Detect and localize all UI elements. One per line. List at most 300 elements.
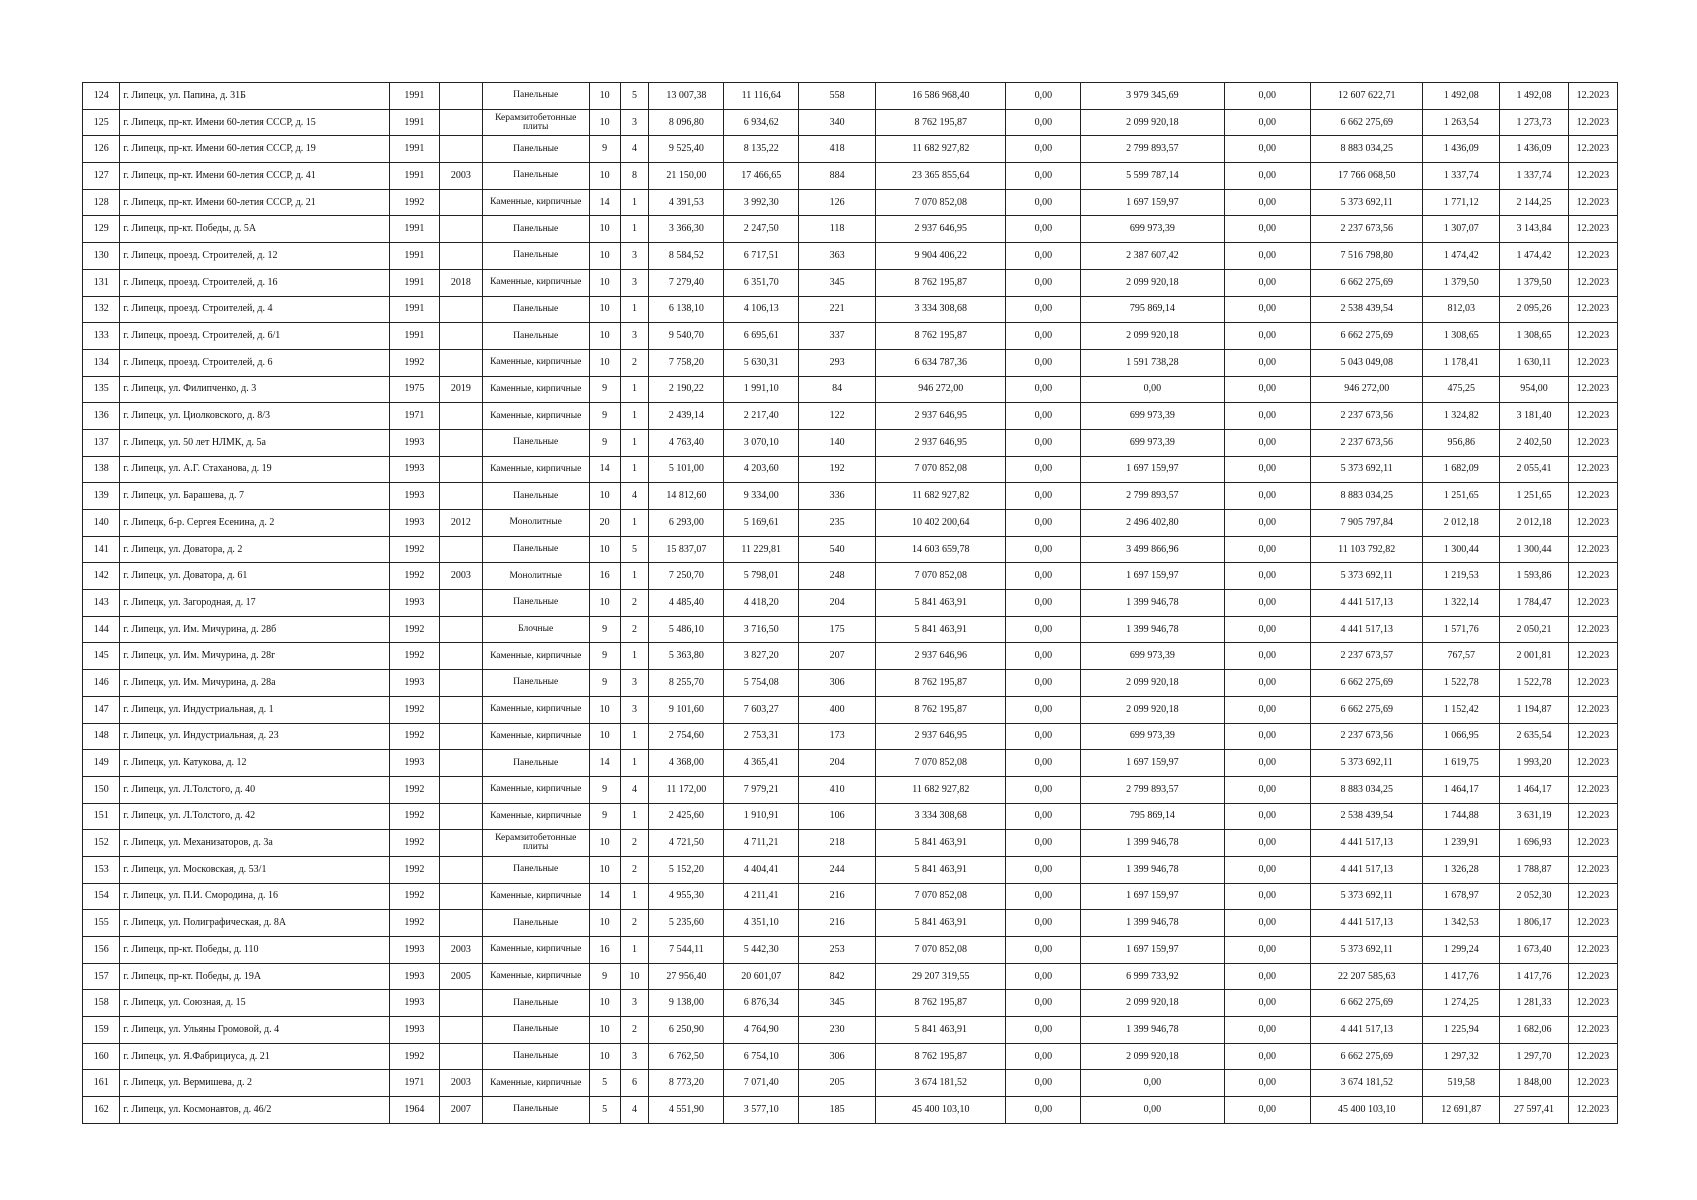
- table-row: [83, 963, 1618, 990]
- wall-material-cell: Каменные, кирпичные: [482, 803, 589, 830]
- deadline-cell: 12.2023: [1568, 723, 1617, 750]
- cost-col-d-cell: 7 516 798,80: [1311, 243, 1423, 270]
- cost-col-b-cell: 699 973,39: [1081, 429, 1224, 456]
- build-year-cell: 1975: [389, 376, 439, 403]
- deadline-cell: 12.2023: [1568, 990, 1617, 1017]
- total-area-cell: 9 138,00: [649, 990, 724, 1017]
- build-year-cell: 1991: [389, 136, 439, 163]
- floors-cell: 10: [589, 1043, 620, 1070]
- cost-col-b-cell: 2 099 920,18: [1081, 990, 1224, 1017]
- renovation-year-cell: [440, 109, 483, 136]
- total-cost-cell: 29 207 319,55: [876, 963, 1006, 990]
- floors-cell: 9: [589, 643, 620, 670]
- cost-col-b-cell: 1 399 946,78: [1081, 910, 1224, 937]
- build-year-cell: 1992: [389, 349, 439, 376]
- living-area-cell: 7 071,40: [724, 1070, 799, 1097]
- entrances-cell: 3: [620, 269, 649, 296]
- row-number-cell: 128: [83, 189, 120, 216]
- wall-material-cell: Панельные: [482, 590, 589, 617]
- cost-per-m2-cell: 12 691,87: [1423, 1097, 1500, 1124]
- row-number-cell: 131: [83, 269, 120, 296]
- cost-col-a-cell: 0,00: [1006, 563, 1081, 590]
- renovation-year-cell: [440, 243, 483, 270]
- cost-per-m2-cell: 1 066,95: [1423, 723, 1500, 750]
- renovation-year-cell: 2003: [440, 1070, 483, 1097]
- cost-col-d-cell: 8 883 034,25: [1311, 483, 1423, 510]
- entrances-cell: 1: [620, 456, 649, 483]
- build-year-cell: 1992: [389, 776, 439, 803]
- living-area-cell: 4 203,60: [724, 456, 799, 483]
- renovation-year-cell: [440, 136, 483, 163]
- row-number-cell: 145: [83, 643, 120, 670]
- living-area-cell: 4 211,41: [724, 883, 799, 910]
- address-cell: г. Липецк, ул. Полиграфическая, д. 8А: [120, 910, 389, 937]
- living-area-cell: 3 070,10: [724, 429, 799, 456]
- cost-col-a-cell: 0,00: [1006, 349, 1081, 376]
- renovation-year-cell: 2007: [440, 1097, 483, 1124]
- cost-col-c-cell: 0,00: [1224, 83, 1311, 110]
- cost-col-a-cell: 0,00: [1006, 376, 1081, 403]
- limit-per-m2-cell: 2 052,30: [1500, 883, 1568, 910]
- living-area-cell: 6 754,10: [724, 1043, 799, 1070]
- cost-col-d-cell: 4 441 517,13: [1311, 830, 1423, 857]
- build-year-cell: 1993: [389, 590, 439, 617]
- entrances-cell: 2: [620, 856, 649, 883]
- document-page: [82, 82, 1618, 1124]
- total-area-cell: 13 007,38: [649, 83, 724, 110]
- living-area-cell: 11 116,64: [724, 83, 799, 110]
- deadline-cell: 12.2023: [1568, 483, 1617, 510]
- living-area-cell: 20 601,07: [724, 963, 799, 990]
- row-number-cell: 141: [83, 536, 120, 563]
- deadline-cell: 12.2023: [1568, 189, 1617, 216]
- cost-col-b-cell: 2 387 607,42: [1081, 243, 1224, 270]
- entrances-cell: 1: [620, 403, 649, 430]
- renovation-year-cell: 2019: [440, 376, 483, 403]
- wall-material-cell: Панельные: [482, 163, 589, 190]
- residents-cell: 306: [799, 670, 876, 697]
- row-number-cell: 150: [83, 776, 120, 803]
- address-cell: г. Липецк, ул. Папина, д. 31Б: [120, 83, 389, 110]
- cost-col-b-cell: 1 399 946,78: [1081, 590, 1224, 617]
- cost-col-d-cell: 6 662 275,69: [1311, 990, 1423, 1017]
- build-year-cell: 1991: [389, 83, 439, 110]
- cost-col-c-cell: 0,00: [1224, 1097, 1311, 1124]
- deadline-cell: 12.2023: [1568, 883, 1617, 910]
- build-year-cell: 1993: [389, 456, 439, 483]
- residents-cell: 306: [799, 1043, 876, 1070]
- deadline-cell: 12.2023: [1568, 429, 1617, 456]
- cost-col-c-cell: 0,00: [1224, 856, 1311, 883]
- floors-cell: 10: [589, 483, 620, 510]
- floors-cell: 5: [589, 1070, 620, 1097]
- total-cost-cell: 8 762 195,87: [876, 1043, 1006, 1070]
- cost-col-c-cell: 0,00: [1224, 216, 1311, 243]
- cost-col-d-cell: 5 373 692,11: [1311, 750, 1423, 777]
- cost-col-a-cell: 0,00: [1006, 723, 1081, 750]
- limit-per-m2-cell: 1 806,17: [1500, 910, 1568, 937]
- floors-cell: 10: [589, 536, 620, 563]
- renovation-year-cell: [440, 429, 483, 456]
- entrances-cell: 3: [620, 243, 649, 270]
- cost-col-d-cell: 8 883 034,25: [1311, 136, 1423, 163]
- renovation-year-cell: [440, 590, 483, 617]
- table-row: [83, 1070, 1618, 1097]
- wall-material-cell: Панельные: [482, 1043, 589, 1070]
- limit-per-m2-cell: 2 402,50: [1500, 429, 1568, 456]
- build-year-cell: 1992: [389, 883, 439, 910]
- deadline-cell: 12.2023: [1568, 456, 1617, 483]
- residents-cell: 540: [799, 536, 876, 563]
- renovation-year-cell: [440, 643, 483, 670]
- residents-cell: 235: [799, 510, 876, 537]
- cost-col-a-cell: 0,00: [1006, 776, 1081, 803]
- living-area-cell: 4 418,20: [724, 590, 799, 617]
- total-area-cell: 9 540,70: [649, 323, 724, 350]
- cost-col-c-cell: 0,00: [1224, 403, 1311, 430]
- wall-material-cell: Каменные, кирпичные: [482, 643, 589, 670]
- floors-cell: 10: [589, 323, 620, 350]
- entrances-cell: 4: [620, 776, 649, 803]
- cost-col-b-cell: 795 869,14: [1081, 803, 1224, 830]
- cost-per-m2-cell: 1 417,76: [1423, 963, 1500, 990]
- total-cost-cell: 5 841 463,91: [876, 910, 1006, 937]
- address-cell: г. Липецк, ул. А.Г. Стаханова, д. 19: [120, 456, 389, 483]
- wall-material-cell: Панельные: [482, 296, 589, 323]
- address-cell: г. Липецк, ул. Ульяны Громовой, д. 4: [120, 1017, 389, 1044]
- wall-material-cell: Панельные: [482, 243, 589, 270]
- entrances-cell: 5: [620, 83, 649, 110]
- cost-per-m2-cell: 1 678,97: [1423, 883, 1500, 910]
- cost-col-b-cell: 2 799 893,57: [1081, 483, 1224, 510]
- renovation-year-cell: [440, 456, 483, 483]
- living-area-cell: 4 404,41: [724, 856, 799, 883]
- cost-col-d-cell: 5 043 049,08: [1311, 349, 1423, 376]
- total-cost-cell: 8 762 195,87: [876, 990, 1006, 1017]
- total-area-cell: 8 096,80: [649, 109, 724, 136]
- cost-col-d-cell: 17 766 068,50: [1311, 163, 1423, 190]
- entrances-cell: 1: [620, 510, 649, 537]
- address-cell: г. Липецк, ул. Им. Мичурина, д. 28б: [120, 616, 389, 643]
- living-area-cell: 3 992,30: [724, 189, 799, 216]
- table-row: [83, 483, 1618, 510]
- table-row: [83, 696, 1618, 723]
- living-area-cell: 6 934,62: [724, 109, 799, 136]
- cost-per-m2-cell: 1 464,17: [1423, 776, 1500, 803]
- cost-col-a-cell: 0,00: [1006, 323, 1081, 350]
- cost-col-a-cell: 0,00: [1006, 1097, 1081, 1124]
- cost-col-a-cell: 0,00: [1006, 536, 1081, 563]
- build-year-cell: 1992: [389, 189, 439, 216]
- entrances-cell: 1: [620, 643, 649, 670]
- build-year-cell: 1993: [389, 750, 439, 777]
- wall-material-cell: Панельные: [482, 1097, 589, 1124]
- floors-cell: 10: [589, 1017, 620, 1044]
- table-row: [83, 616, 1618, 643]
- total-cost-cell: 11 682 927,82: [876, 776, 1006, 803]
- floors-cell: 10: [589, 83, 620, 110]
- cost-per-m2-cell: 1 274,25: [1423, 990, 1500, 1017]
- deadline-cell: 12.2023: [1568, 563, 1617, 590]
- build-year-cell: 1993: [389, 510, 439, 537]
- total-cost-cell: 7 070 852,08: [876, 456, 1006, 483]
- renovation-year-cell: 2005: [440, 963, 483, 990]
- row-number-cell: 134: [83, 349, 120, 376]
- residents-cell: 418: [799, 136, 876, 163]
- deadline-cell: 12.2023: [1568, 670, 1617, 697]
- cost-col-c-cell: 0,00: [1224, 429, 1311, 456]
- residents-cell: 140: [799, 429, 876, 456]
- cost-col-a-cell: 0,00: [1006, 510, 1081, 537]
- total-area-cell: 2 754,60: [649, 723, 724, 750]
- cost-per-m2-cell: 1 263,54: [1423, 109, 1500, 136]
- table-row: [83, 243, 1618, 270]
- total-area-cell: 2 190,22: [649, 376, 724, 403]
- entrances-cell: 5: [620, 536, 649, 563]
- total-cost-cell: 9 904 406,22: [876, 243, 1006, 270]
- cost-per-m2-cell: 1 251,65: [1423, 483, 1500, 510]
- wall-material-cell: Панельные: [482, 536, 589, 563]
- wall-material-cell: Каменные, кирпичные: [482, 723, 589, 750]
- total-cost-cell: 2 937 646,95: [876, 403, 1006, 430]
- table-row: [83, 216, 1618, 243]
- entrances-cell: 10: [620, 963, 649, 990]
- living-area-cell: 11 229,81: [724, 536, 799, 563]
- residents-cell: 204: [799, 750, 876, 777]
- entrances-cell: 1: [620, 937, 649, 964]
- cost-col-b-cell: 2 099 920,18: [1081, 696, 1224, 723]
- cost-col-c-cell: 0,00: [1224, 243, 1311, 270]
- limit-per-m2-cell: 1 784,47: [1500, 590, 1568, 617]
- build-year-cell: 1992: [389, 856, 439, 883]
- cost-col-b-cell: 795 869,14: [1081, 296, 1224, 323]
- cost-col-b-cell: 1 697 159,97: [1081, 189, 1224, 216]
- deadline-cell: 12.2023: [1568, 296, 1617, 323]
- table-row: [83, 883, 1618, 910]
- build-year-cell: 1992: [389, 803, 439, 830]
- build-year-cell: 1993: [389, 429, 439, 456]
- cost-col-a-cell: 0,00: [1006, 456, 1081, 483]
- entrances-cell: 1: [620, 296, 649, 323]
- total-cost-cell: 7 070 852,08: [876, 937, 1006, 964]
- cost-col-c-cell: 0,00: [1224, 323, 1311, 350]
- living-area-cell: 8 135,22: [724, 136, 799, 163]
- renovation-year-cell: [440, 616, 483, 643]
- residents-cell: 126: [799, 189, 876, 216]
- cost-per-m2-cell: 1 492,08: [1423, 83, 1500, 110]
- deadline-cell: 12.2023: [1568, 269, 1617, 296]
- row-number-cell: 137: [83, 429, 120, 456]
- row-number-cell: 125: [83, 109, 120, 136]
- renovation-year-cell: [440, 296, 483, 323]
- renovation-year-cell: [440, 349, 483, 376]
- cost-col-d-cell: 6 662 275,69: [1311, 1043, 1423, 1070]
- deadline-cell: 12.2023: [1568, 323, 1617, 350]
- wall-material-cell: Панельные: [482, 910, 589, 937]
- wall-material-cell: Монолитные: [482, 510, 589, 537]
- address-cell: г. Липецк, проезд. Строителей, д. 6/1: [120, 323, 389, 350]
- living-area-cell: 17 466,65: [724, 163, 799, 190]
- cost-col-a-cell: 0,00: [1006, 83, 1081, 110]
- entrances-cell: 2: [620, 910, 649, 937]
- cost-per-m2-cell: 1 474,42: [1423, 243, 1500, 270]
- living-area-cell: 1 910,91: [724, 803, 799, 830]
- cost-col-c-cell: 0,00: [1224, 456, 1311, 483]
- address-cell: г. Липецк, пр-кт. Имени 60-летия СССР, д. 21: [120, 189, 389, 216]
- cost-col-a-cell: 0,00: [1006, 163, 1081, 190]
- limit-per-m2-cell: 2 012,18: [1500, 510, 1568, 537]
- cost-col-b-cell: 2 099 920,18: [1081, 670, 1224, 697]
- cost-col-c-cell: 0,00: [1224, 723, 1311, 750]
- row-number-cell: 153: [83, 856, 120, 883]
- row-number-cell: 132: [83, 296, 120, 323]
- cost-col-d-cell: 12 607 622,71: [1311, 83, 1423, 110]
- entrances-cell: 3: [620, 323, 649, 350]
- entrances-cell: 3: [620, 1043, 649, 1070]
- limit-per-m2-cell: 1 474,42: [1500, 243, 1568, 270]
- total-cost-cell: 7 070 852,08: [876, 563, 1006, 590]
- wall-material-cell: Панельные: [482, 670, 589, 697]
- wall-material-cell: Каменные, кирпичные: [482, 937, 589, 964]
- living-area-cell: 3 577,10: [724, 1097, 799, 1124]
- renovation-year-cell: [440, 216, 483, 243]
- limit-per-m2-cell: 2 095,26: [1500, 296, 1568, 323]
- limit-per-m2-cell: 2 050,21: [1500, 616, 1568, 643]
- floors-cell: 10: [589, 723, 620, 750]
- floors-cell: 14: [589, 883, 620, 910]
- cost-col-b-cell: 3 499 866,96: [1081, 536, 1224, 563]
- cost-col-c-cell: 0,00: [1224, 803, 1311, 830]
- wall-material-cell: Керамзитобетонные плиты: [482, 830, 589, 857]
- limit-per-m2-cell: 1 297,70: [1500, 1043, 1568, 1070]
- living-area-cell: 2 247,50: [724, 216, 799, 243]
- cost-col-b-cell: 1 591 738,28: [1081, 349, 1224, 376]
- floors-cell: 20: [589, 510, 620, 537]
- entrances-cell: 3: [620, 990, 649, 1017]
- cost-col-d-cell: 2 237 673,56: [1311, 403, 1423, 430]
- floors-cell: 10: [589, 163, 620, 190]
- build-year-cell: 1991: [389, 323, 439, 350]
- cost-col-d-cell: 5 373 692,11: [1311, 456, 1423, 483]
- table-row: [83, 456, 1618, 483]
- renovation-year-cell: [440, 776, 483, 803]
- address-cell: г. Липецк, пр-кт. Победы, д. 5А: [120, 216, 389, 243]
- living-area-cell: 5 798,01: [724, 563, 799, 590]
- limit-per-m2-cell: 1 630,11: [1500, 349, 1568, 376]
- address-cell: г. Липецк, пр-кт. Имени 60-летия СССР, д. 41: [120, 163, 389, 190]
- address-cell: г. Липецк, ул. Московская, д. 53/1: [120, 856, 389, 883]
- limit-per-m2-cell: 1 993,20: [1500, 750, 1568, 777]
- table-row: [83, 563, 1618, 590]
- residents-cell: 345: [799, 269, 876, 296]
- renovation-year-cell: [440, 189, 483, 216]
- cost-col-b-cell: 2 099 920,18: [1081, 269, 1224, 296]
- residents-cell: 842: [799, 963, 876, 990]
- residents-cell: 205: [799, 1070, 876, 1097]
- cost-col-d-cell: 6 662 275,69: [1311, 269, 1423, 296]
- cost-col-d-cell: 3 674 181,52: [1311, 1070, 1423, 1097]
- cost-col-d-cell: 6 662 275,69: [1311, 109, 1423, 136]
- deadline-cell: 12.2023: [1568, 830, 1617, 857]
- renovation-year-cell: [440, 696, 483, 723]
- cost-col-b-cell: 1 399 946,78: [1081, 830, 1224, 857]
- address-cell: г. Липецк, ул. П.И. Смородина, д. 16: [120, 883, 389, 910]
- total-area-cell: 9 101,60: [649, 696, 724, 723]
- cost-col-d-cell: 2 237 673,56: [1311, 723, 1423, 750]
- cost-col-b-cell: 699 973,39: [1081, 216, 1224, 243]
- wall-material-cell: Монолитные: [482, 563, 589, 590]
- total-area-cell: 4 368,00: [649, 750, 724, 777]
- build-year-cell: 1991: [389, 109, 439, 136]
- row-number-cell: 140: [83, 510, 120, 537]
- floors-cell: 9: [589, 803, 620, 830]
- address-cell: г. Липецк, ул. Космонавтов, д. 46/2: [120, 1097, 389, 1124]
- cost-col-d-cell: 5 373 692,11: [1311, 563, 1423, 590]
- residents-cell: 884: [799, 163, 876, 190]
- wall-material-cell: Каменные, кирпичные: [482, 189, 589, 216]
- cost-col-a-cell: 0,00: [1006, 883, 1081, 910]
- cost-col-c-cell: 0,00: [1224, 269, 1311, 296]
- entrances-cell: 3: [620, 109, 649, 136]
- entrances-cell: 1: [620, 429, 649, 456]
- renovation-year-cell: 2003: [440, 937, 483, 964]
- entrances-cell: 2: [620, 1017, 649, 1044]
- renovation-year-cell: [440, 83, 483, 110]
- floors-cell: 9: [589, 776, 620, 803]
- limit-per-m2-cell: 1 337,74: [1500, 163, 1568, 190]
- entrances-cell: 3: [620, 696, 649, 723]
- cost-per-m2-cell: 1 300,44: [1423, 536, 1500, 563]
- cost-per-m2-cell: 1 522,78: [1423, 670, 1500, 697]
- cost-col-a-cell: 0,00: [1006, 109, 1081, 136]
- floors-cell: 10: [589, 243, 620, 270]
- total-cost-cell: 3 334 308,68: [876, 296, 1006, 323]
- row-number-cell: 126: [83, 136, 120, 163]
- cost-per-m2-cell: 1 219,53: [1423, 563, 1500, 590]
- residents-cell: 253: [799, 937, 876, 964]
- wall-material-cell: Панельные: [482, 990, 589, 1017]
- address-cell: г. Липецк, ул. Индустриальная, д. 23: [120, 723, 389, 750]
- row-number-cell: 133: [83, 323, 120, 350]
- floors-cell: 9: [589, 136, 620, 163]
- cost-col-c-cell: 0,00: [1224, 109, 1311, 136]
- limit-per-m2-cell: 1 281,33: [1500, 990, 1568, 1017]
- living-area-cell: 9 334,00: [724, 483, 799, 510]
- floors-cell: 10: [589, 109, 620, 136]
- build-year-cell: 1971: [389, 1070, 439, 1097]
- renovation-year-cell: [440, 830, 483, 857]
- floors-cell: 5: [589, 1097, 620, 1124]
- build-year-cell: 1993: [389, 1017, 439, 1044]
- cost-col-a-cell: 0,00: [1006, 483, 1081, 510]
- total-cost-cell: 2 937 646,96: [876, 643, 1006, 670]
- total-area-cell: 7 279,40: [649, 269, 724, 296]
- deadline-cell: 12.2023: [1568, 536, 1617, 563]
- cost-col-a-cell: 0,00: [1006, 1043, 1081, 1070]
- row-number-cell: 146: [83, 670, 120, 697]
- floors-cell: 10: [589, 269, 620, 296]
- cost-col-b-cell: 1 399 946,78: [1081, 1017, 1224, 1044]
- deadline-cell: 12.2023: [1568, 163, 1617, 190]
- total-area-cell: 4 485,40: [649, 590, 724, 617]
- cost-col-a-cell: 0,00: [1006, 670, 1081, 697]
- cost-col-c-cell: 0,00: [1224, 670, 1311, 697]
- living-area-cell: 7 979,21: [724, 776, 799, 803]
- living-area-cell: 7 603,27: [724, 696, 799, 723]
- total-cost-cell: 11 682 927,82: [876, 483, 1006, 510]
- floors-cell: 9: [589, 616, 620, 643]
- floors-cell: 10: [589, 216, 620, 243]
